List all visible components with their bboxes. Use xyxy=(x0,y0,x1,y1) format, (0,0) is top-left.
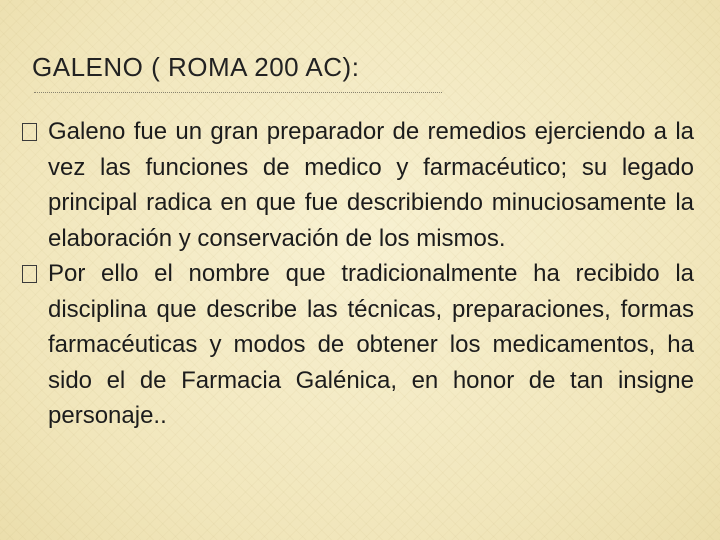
square-bullet-icon xyxy=(22,265,37,283)
square-bullet-icon xyxy=(22,123,37,141)
bullet-text-1: Galeno fue un gran preparador de remedios ejerciendo a la vez las funciones de medico y farmacéutico; su legado principal radica en que fue describiendo minuciosamente la elaboración y conservación de los mismos. xyxy=(48,118,694,252)
title-underline xyxy=(34,92,442,93)
bullet-item-1 xyxy=(22,114,694,256)
slide-title: GALENO ( ROMA 200 AC): xyxy=(32,52,360,82)
bullet-list xyxy=(22,114,694,434)
bullet-text-2: Por ello el nombre que tradicionalmente ha recibido la disciplina que describe las técnicas, preparaciones, formas farmacéuticas y modos de obtener los medicamentos, ha sido el de Farmacia Galénica, en honor de tan insigne personaje.. xyxy=(48,260,694,429)
bullet-item-2 xyxy=(22,256,694,434)
